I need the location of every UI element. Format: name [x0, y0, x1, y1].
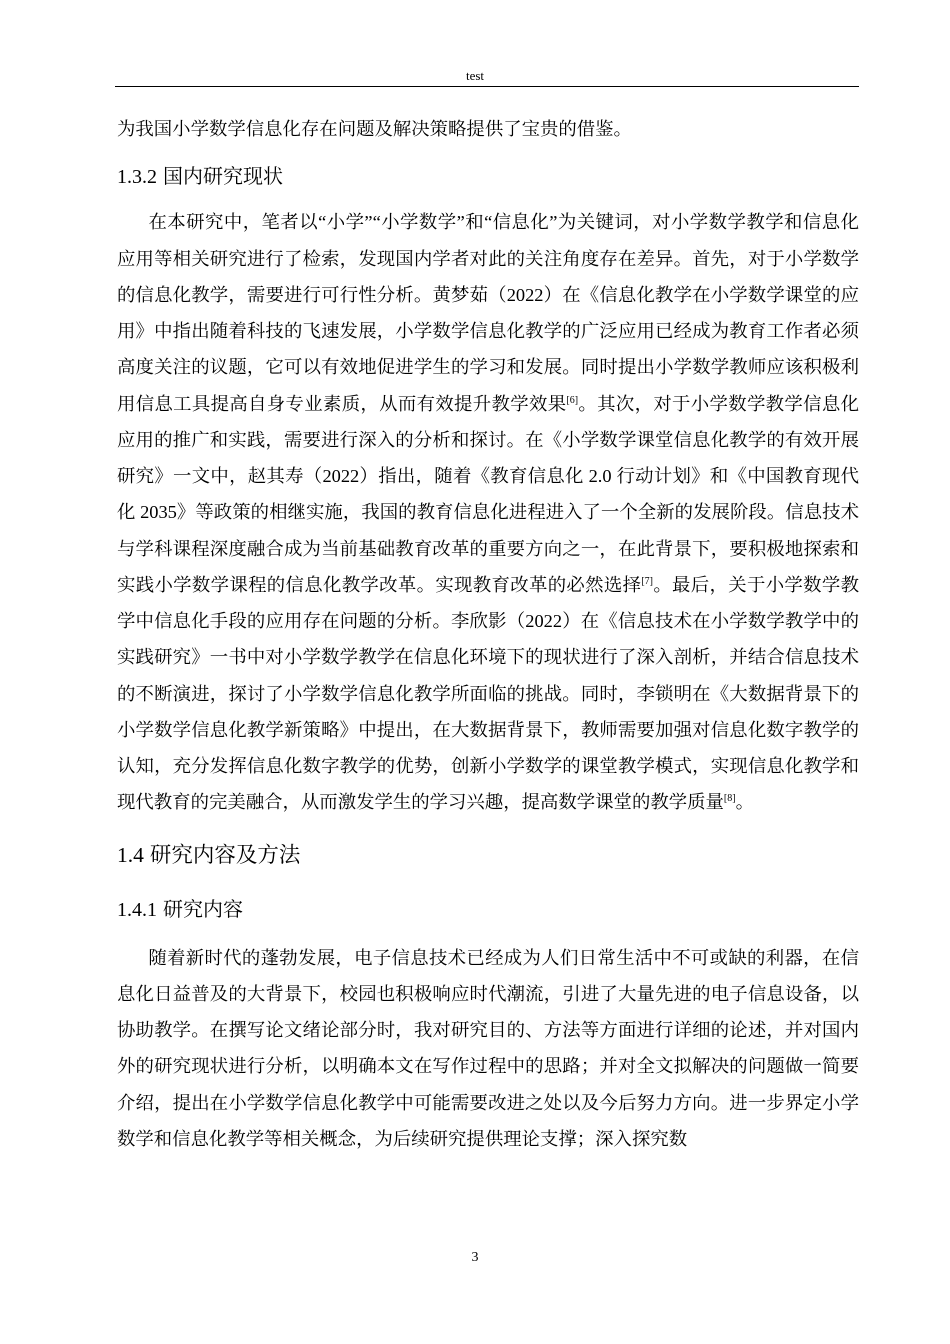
header-rule: [115, 86, 859, 87]
section-title: 国内研究现状: [163, 166, 283, 189]
intro-paragraph: 为我国小学数学信息化存在问题及解决策略提供了宝贵的借鉴。: [117, 119, 632, 139]
page-header: test: [465, 68, 485, 83]
section-title: 研究内容: [163, 898, 243, 921]
section-number: 1.4.1: [117, 898, 157, 921]
section-number: 1.3.2: [117, 166, 157, 189]
paragraph-text: 。: [735, 792, 754, 813]
paragraph-text: 。其次，对于小学数学教学信息化应用的推广和实践，需要进行深入的分析和探讨。在《小学数学课堂信息化教学的有效开展研究》一文中，赵其寿（2022）指出，随着《教育信息化 2.0 行动计划》和《中国教育现代化 2035》等政策的相继实施，我国的教育信息化进程进入了一个全新的发展阶段。信息技术与学科课程深度融合成为当前基础教育改革的重要方向之一，在此背景下，要积极地探索和实践小学数学课程的信息化教学改革。实现教育改革的必然选择: [117, 393, 859, 595]
paragraph-text: 。最后，关于小学数学教学中信息化手段的应用存在问题的分析。李欣影（2022）在《信息技术在小学数学教学中的实践研究》一书中对小学数学教学在信息化环境下的现状进行了深入剖析，并结合信息技术的不断演进，探讨了小学数学信息化教学所面临的挑战。同时，李锁明在《大数据背景下的小学数学信息化教学新策略》中提出，在大数据背景下，教师需要加强对信息化数字教学的认知，充分发挥信息化数字教学的优势，创新小学数学的课堂教学模式，实现信息化教学和现代教育的完美融合，从而激发学生的学习兴趣，提高数学课堂的教学质量: [117, 574, 859, 813]
section-1-4-heading: [117, 839, 859, 871]
citation-8: [8]: [723, 793, 736, 805]
section-title: 研究内容及方法: [149, 842, 301, 867]
citation-6: [6]: [566, 394, 579, 406]
domestic-research-paragraph: [117, 204, 859, 820]
research-content-paragraph: [117, 940, 859, 1158]
citation-7: [7]: [641, 575, 653, 587]
page-number: 3: [471, 1250, 479, 1265]
section-1-3-2-heading: [117, 162, 859, 192]
section-number: 1.4: [117, 842, 144, 867]
paragraph-text: 随着新时代的蓬勃发展，电子信息技术已经成为人们日常生活中不可或缺的利器，在信息化日益普及的大背景下，校园也积极响应时代潮流，引进了大量先进的电子信息设备，以协助教学。在撰写论文绪论部分时，我对研究目的、方法等方面进行详细的论述，并对国内外的研究现状进行分析，以明确本文在写作过程中的思路；并对全文拟解决的问题做一简要介绍，提出在小学数学信息化教学中可能需要改进之处以及今后努力方向。进一步界定小学数学和信息化教学等相关概念，为后续研究提供理论支撑；深入探究数: [117, 947, 859, 1149]
page-body: [117, 111, 859, 1157]
section-1-4-1-heading: [117, 895, 859, 925]
paragraph-text: 在本研究中，笔者以“小学”“小学数学”和“信息化”为关键词，对小学数学教学和信息化应用等相关研究进行了检索，发现国内学者对此的关注角度存在差异。首先，对于小学数学的信息化教学，需要进行可行性分析。黄梦茹（2022）在《信息化教学在小学数学课堂的应用》中指出随着科技的飞速发展，小学数学信息化教学的广泛应用已经成为教育工作者必须高度关注的议题，它可以有效地促进学生的学习和发展。同时提出小学数学教师应该积极利用信息工具提高自身专业素质，从而有效提升教学效果: [117, 212, 859, 414]
